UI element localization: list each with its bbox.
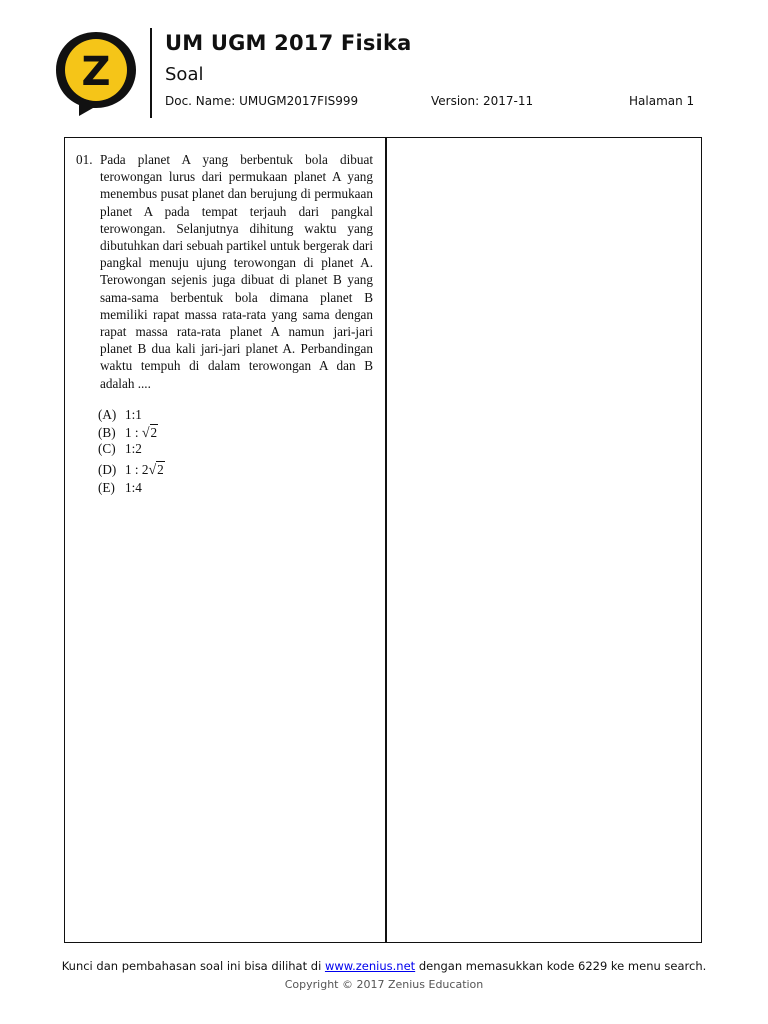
question-number: 01. bbox=[76, 152, 93, 167]
option-letter: (E) bbox=[98, 480, 115, 495]
version: Version: 2017-11 bbox=[431, 94, 534, 108]
footer-note-after: dengan memasukkan kode 6229 ke menu search. bbox=[415, 959, 707, 973]
radical-sign: √ bbox=[141, 426, 150, 441]
option-e bbox=[98, 479, 142, 496]
header-divider bbox=[150, 28, 152, 118]
page-number: Halaman 1 bbox=[629, 94, 695, 108]
copyright: Copyright © 2017 Zenius Education bbox=[284, 978, 484, 991]
footer-note-before: Kunci dan pembahasan soal ini bisa dilihat di bbox=[61, 959, 325, 973]
page-subtitle: Soal bbox=[165, 64, 204, 85]
question-text: Pada planet A yang berbentuk bola dibuat terowongan lurus dari permukaan planet A yang menembus pusat planet dan berujung di permukaan planet A pada tempat terjauh dari pangkal terowongan. Selanjutnya dihitung waktu yang dibutuhkan dari sebuah partikel untuk bergerak dari pangkal menuju ujung terowongan di planet A. Terowongan sejenis juga dibuat di planet B yang sama-sama berbentuk bola dimana planet B memiliki rapat massa rata-rata yang sama dengan rapat massa rata-rata planet A namun jari-jari planet B dua kali jari-jari planet A. Perbandingan waktu tempuh di dalam terowongan A dan B adalah .... bbox=[100, 152, 373, 391]
option-d bbox=[98, 461, 165, 479]
radicand: 2 bbox=[150, 425, 158, 440]
page-title: UM UGM 2017 Fisika bbox=[165, 31, 412, 55]
option-a bbox=[98, 406, 142, 423]
sqrt-expression bbox=[148, 461, 164, 479]
doc-name: Doc. Name: UMUGM2017FIS999 bbox=[165, 94, 359, 108]
logo-letter: Z bbox=[81, 49, 111, 95]
option-value: 1:4 bbox=[125, 480, 142, 495]
zenius-link[interactable]: www.zenius.net bbox=[324, 959, 416, 973]
option-value: 1:1 bbox=[125, 407, 142, 422]
option-letter: (A) bbox=[98, 407, 117, 422]
column-divider bbox=[385, 137, 387, 943]
radicand: 2 bbox=[157, 462, 164, 477]
sqrt-expression bbox=[142, 424, 158, 442]
option-letter: (C) bbox=[98, 441, 116, 456]
option-prefix: 1 : 2 bbox=[125, 462, 149, 477]
option-c bbox=[98, 440, 142, 457]
zenius-logo bbox=[52, 28, 140, 118]
option-letter: (D) bbox=[98, 462, 117, 477]
option-letter: (B) bbox=[98, 425, 116, 440]
radical-sign: √ bbox=[148, 463, 157, 478]
option-value: 1:2 bbox=[125, 441, 142, 456]
footer-note bbox=[0, 959, 768, 973]
option-prefix: 1 : bbox=[125, 425, 142, 440]
